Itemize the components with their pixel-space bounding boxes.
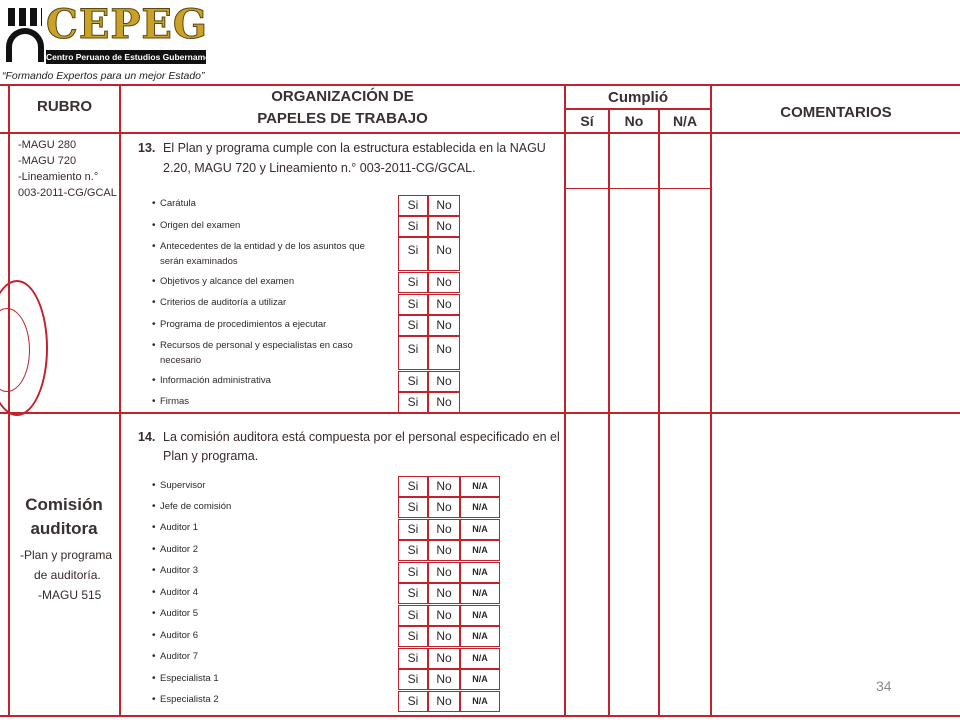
rule-col-si [608, 108, 610, 717]
row14-rubro-sub-1: -Plan y programa [20, 548, 113, 562]
row13-item-antecedentes-1: • Antecedentes de la entidad y de los asuntos que [160, 241, 365, 252]
row13-caratula-no[interactable]: No [428, 195, 460, 216]
row13-antecedentes-no[interactable]: No [428, 237, 460, 271]
row14-item-auditor2: • Auditor 2 [160, 544, 198, 555]
row13-number: 13. [138, 141, 156, 155]
row14-jefe-na[interactable]: N/A [460, 497, 500, 518]
row14-item-especialista2: • Especialista 2 [160, 694, 219, 705]
row14-auditor3-si[interactable]: Si [398, 562, 428, 583]
rule-col2 [564, 84, 566, 717]
row14-especialista1-na[interactable]: N/A [460, 669, 500, 690]
row14-especialista2-si[interactable]: Si [398, 691, 428, 712]
row14-item-auditor7: • Auditor 7 [160, 651, 198, 662]
row14-especialista1-no[interactable]: No [428, 669, 460, 690]
row14-item-especialista1: • Especialista 1 [160, 673, 219, 684]
row13-rubro-1: -MAGU 280 [18, 139, 77, 151]
header-no: No [624, 113, 644, 129]
row14-auditor5-no[interactable]: No [428, 605, 460, 626]
row14-item-jefe: • Jefe de comisión [160, 501, 231, 512]
rule-bottom [0, 715, 960, 717]
header-org-line1: ORGANIZACIÓN DE [271, 88, 414, 105]
row13-title-line2: 2.20, MAGU 720 y Lineamiento n.° 003-2011-CG/GCAL. [163, 161, 476, 175]
row13-title-line1: El Plan y programa cumple con la estructura establecida en la NAGU [163, 141, 546, 155]
row13-item-objetivos: • Objetivos y alcance del examen [160, 276, 294, 287]
checklist-form [0, 84, 960, 720]
row13-rubro-3: -Lineamiento n.° [18, 171, 99, 183]
row13-recursos-no[interactable]: No [428, 336, 460, 370]
row14-auditor4-no[interactable]: No [428, 583, 460, 604]
row14-auditor4-si[interactable]: Si [398, 583, 428, 604]
row13-informacion-no[interactable]: No [428, 371, 460, 392]
row13-item-criterios: • Criterios de auditoría a utilizar [160, 297, 286, 308]
row13-criterios-no[interactable]: No [428, 294, 460, 315]
row14-auditor2-si[interactable]: Si [398, 540, 428, 561]
row14-especialista2-na[interactable]: N/A [460, 691, 500, 712]
row13-item-recursos-2: necesario [160, 355, 202, 366]
row14-title-line2: Plan y programa. [163, 449, 259, 463]
row14-supervisor-no[interactable]: No [428, 476, 460, 497]
header-si: Sí [580, 113, 594, 129]
row14-auditor7-no[interactable]: No [428, 648, 460, 669]
row14-auditor7-na[interactable]: N/A [460, 648, 500, 669]
header-comentarios: COMENTARIOS [780, 104, 892, 121]
row14-auditor5-na[interactable]: N/A [460, 605, 500, 626]
row14-item-auditor4: • Auditor 4 [160, 587, 198, 598]
logo-wordmark: CEPEG [46, 1, 209, 48]
row14-number: 14. [138, 430, 156, 444]
row14-auditor1-na[interactable]: N/A [460, 519, 500, 540]
rule-row-divider [0, 412, 960, 414]
header-rubro: RUBRO [37, 98, 92, 115]
row14-item-auditor3: • Auditor 3 [160, 565, 198, 576]
row13-objetivos-no[interactable]: No [428, 272, 460, 293]
row14-auditor6-si[interactable]: Si [398, 626, 428, 647]
row14-item-auditor5: • Auditor 5 [160, 608, 198, 619]
row14-supervisor-si[interactable]: Si [398, 476, 428, 497]
building-icon [4, 6, 44, 64]
row14-auditor3-na[interactable]: N/A [460, 562, 500, 583]
header-org-line2: PAPELES DE TRABAJO [257, 110, 428, 127]
row14-rubro-title-2: auditora [30, 519, 98, 538]
row13-programa-no[interactable]: No [428, 315, 460, 336]
row14-jefe-no[interactable]: No [428, 497, 460, 518]
row14-item-supervisor: • Supervisor [160, 480, 205, 491]
row14-rubro-sub-3: -MAGU 515 [38, 588, 102, 602]
rule-top [0, 84, 960, 86]
header-cumplio: Cumplió [608, 89, 668, 106]
row13-item-firmas: • Firmas [160, 396, 189, 407]
row13-item-programa: • Programa de procedimientos a ejecutar [160, 319, 326, 330]
rule-header-bottom [0, 132, 960, 134]
row14-auditor2-no[interactable]: No [428, 540, 460, 561]
row14-especialista1-si[interactable]: Si [398, 669, 428, 690]
row14-auditor6-no[interactable]: No [428, 626, 460, 647]
row13-firmas-si[interactable]: Si [398, 392, 428, 413]
row14-especialista2-no[interactable]: No [428, 691, 460, 712]
rule-cumplio [564, 108, 712, 110]
row14-supervisor-na[interactable]: N/A [460, 476, 500, 497]
rule-col3 [710, 84, 712, 717]
row13-firmas-no[interactable]: No [428, 392, 460, 413]
row14-auditor4-na[interactable]: N/A [460, 583, 500, 604]
row13-rubro-2: -MAGU 720 [18, 155, 77, 167]
row14-auditor6-na[interactable]: N/A [460, 626, 500, 647]
row14-item-auditor1: • Auditor 1 [160, 522, 198, 533]
row14-rubro-sub-2: de auditoría. [34, 568, 101, 582]
row13-criterios-si[interactable]: Si [398, 294, 428, 315]
row14-auditor1-si[interactable]: Si [398, 519, 428, 540]
row13-item-caratula: • Carátula [160, 198, 196, 209]
row14-rubro-title-1: Comisión [25, 495, 103, 514]
row13-item-origen: • Origen del examen [160, 220, 240, 231]
row13-informacion-si[interactable]: Si [398, 371, 428, 392]
row14-auditor3-no[interactable]: No [428, 562, 460, 583]
row13-antecedentes-si[interactable]: Si [398, 237, 428, 271]
row13-programa-si[interactable]: Si [398, 315, 428, 336]
row14-auditor2-na[interactable]: N/A [460, 540, 500, 561]
header-na: N/A [672, 113, 698, 129]
rule-col-no [658, 108, 660, 717]
rule-sub1 [564, 188, 712, 189]
official-seal [0, 280, 48, 416]
row13-caratula-si[interactable]: Si [398, 195, 428, 216]
row13-origen-no[interactable]: No [428, 216, 460, 237]
row13-item-antecedentes-2: serán examinados [160, 256, 238, 267]
row13-origen-si[interactable]: Si [398, 216, 428, 237]
row14-auditor5-si[interactable]: Si [398, 605, 428, 626]
row14-title-line1: La comisión auditora está compuesta por el personal especificado en el [163, 430, 560, 444]
rule-col1 [119, 84, 121, 717]
row13-item-informacion: • Información administrativa [160, 375, 271, 386]
cepeg-logo [2, 1, 235, 66]
row13-item-recursos-1: • Recursos de personal y especialistas en caso [160, 340, 353, 351]
slogan: “Formando Expertos para un mejor Estado” [2, 70, 205, 82]
row14-jefe-si[interactable]: Si [398, 497, 428, 518]
row14-item-auditor6: • Auditor 6 [160, 630, 198, 641]
row13-rubro-4: 003-2011-CG/GCAL [18, 187, 117, 199]
page-number: 34 [876, 678, 892, 694]
row14-auditor1-no[interactable]: No [428, 519, 460, 540]
logo-subtitle: Centro Peruano de Estudios Gubernamentales [46, 52, 235, 62]
row14-auditor7-si[interactable]: Si [398, 648, 428, 669]
row13-recursos-si[interactable]: Si [398, 336, 428, 370]
row13-objetivos-si[interactable]: Si [398, 272, 428, 293]
